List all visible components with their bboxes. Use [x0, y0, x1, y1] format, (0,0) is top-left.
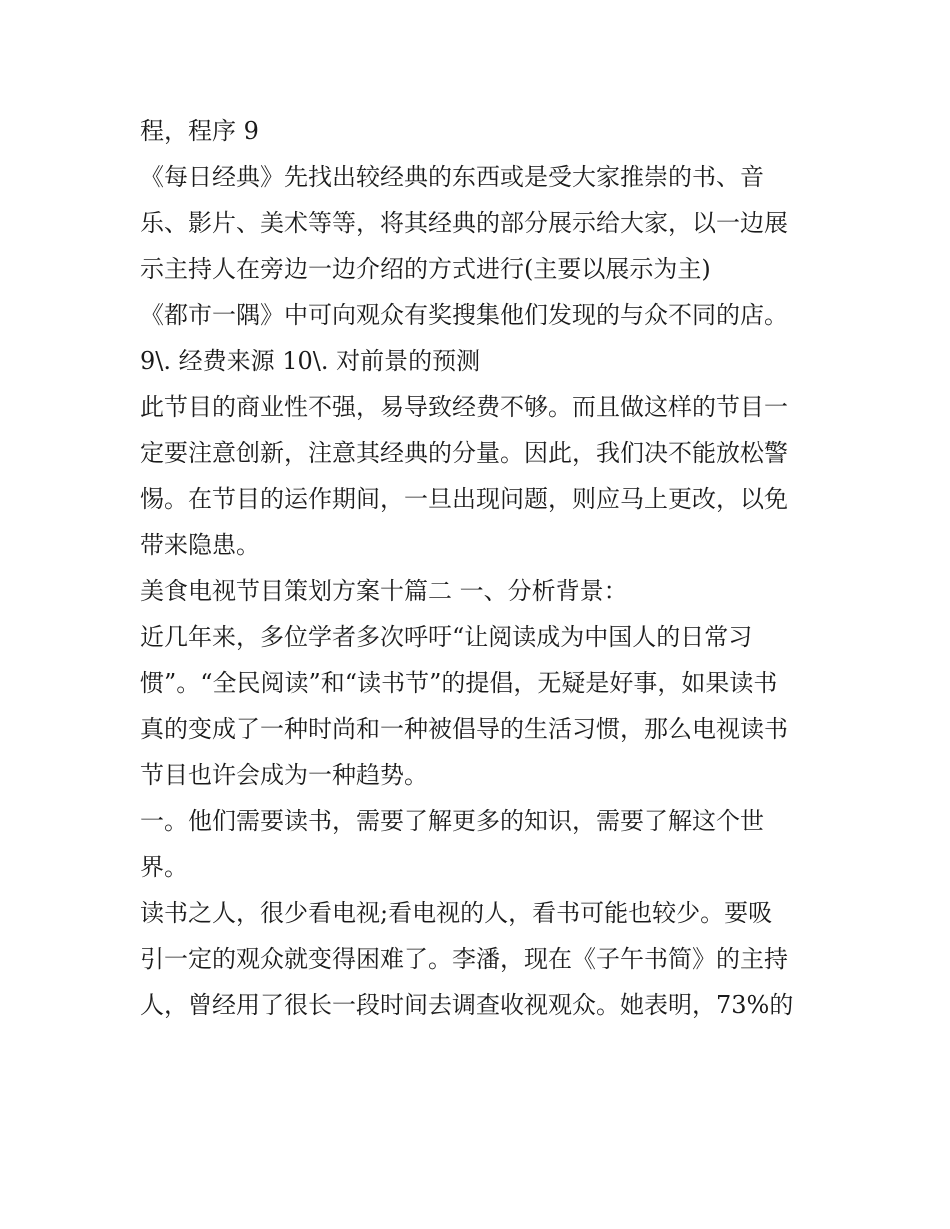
text-line: 真的变成了一种时尚和一种被倡导的生活习惯，那么电视读书 [140, 715, 788, 743]
text-line: 一。他们需要读书，需要了解更多的知识，需要了解这个世 [140, 807, 764, 835]
text-line: 读书之人，很少看电视;看电视的人，看书可能也较少。要吸 [140, 899, 773, 927]
text-line: 乐、影片、美术等等，将其经典的部分展示给大家，以一边展 [140, 209, 788, 237]
text-line: 程，程序 9 [140, 117, 259, 145]
document-body [140, 108, 820, 1028]
text-line: 引一定的观众就变得困难了。李潘，现在《子午书简》的主持 [140, 945, 788, 973]
text-line: 《都市一隅》中可向观众有奖搜集他们发现的与众不同的店。 [140, 301, 788, 329]
text-line: 《每日经典》先找出较经典的东西或是受大家推崇的书、音 [140, 163, 764, 191]
text-line: 此节目的商业性不强，易导致经费不够。而且做这样的节目一 [140, 393, 788, 421]
text-line: 定要注意创新，注意其经典的分量。因此，我们决不能放松警 [140, 439, 788, 467]
text-line: 带来隐患。 [140, 531, 260, 559]
section-heading: 美食电视节目策划方案十篇二 一、分析背景： [140, 577, 628, 605]
text-line: 界。 [140, 853, 188, 881]
text-line: 人，曾经用了很长一段时间去调查收视观众。她表明，73%的 [140, 991, 794, 1019]
text-line: 近几年来，多位学者多次呼吁“让阅读成为中国人的日常习 [140, 623, 753, 651]
text-line: 9\. 经费来源 10\. 对前景的预测 [140, 347, 481, 375]
text-line: 惕。在节目的运作期间，一旦出现问题，则应马上更改，以免 [140, 485, 788, 513]
text-line: 惯”。“全民阅读”和“读书节”的提倡，无疑是好事，如果读书 [140, 669, 778, 697]
text-line: 节目也许会成为一种趋势。 [140, 761, 428, 789]
text-line: 示主持人在旁边一边介绍的方式进行(主要以展示为主) [140, 255, 711, 283]
